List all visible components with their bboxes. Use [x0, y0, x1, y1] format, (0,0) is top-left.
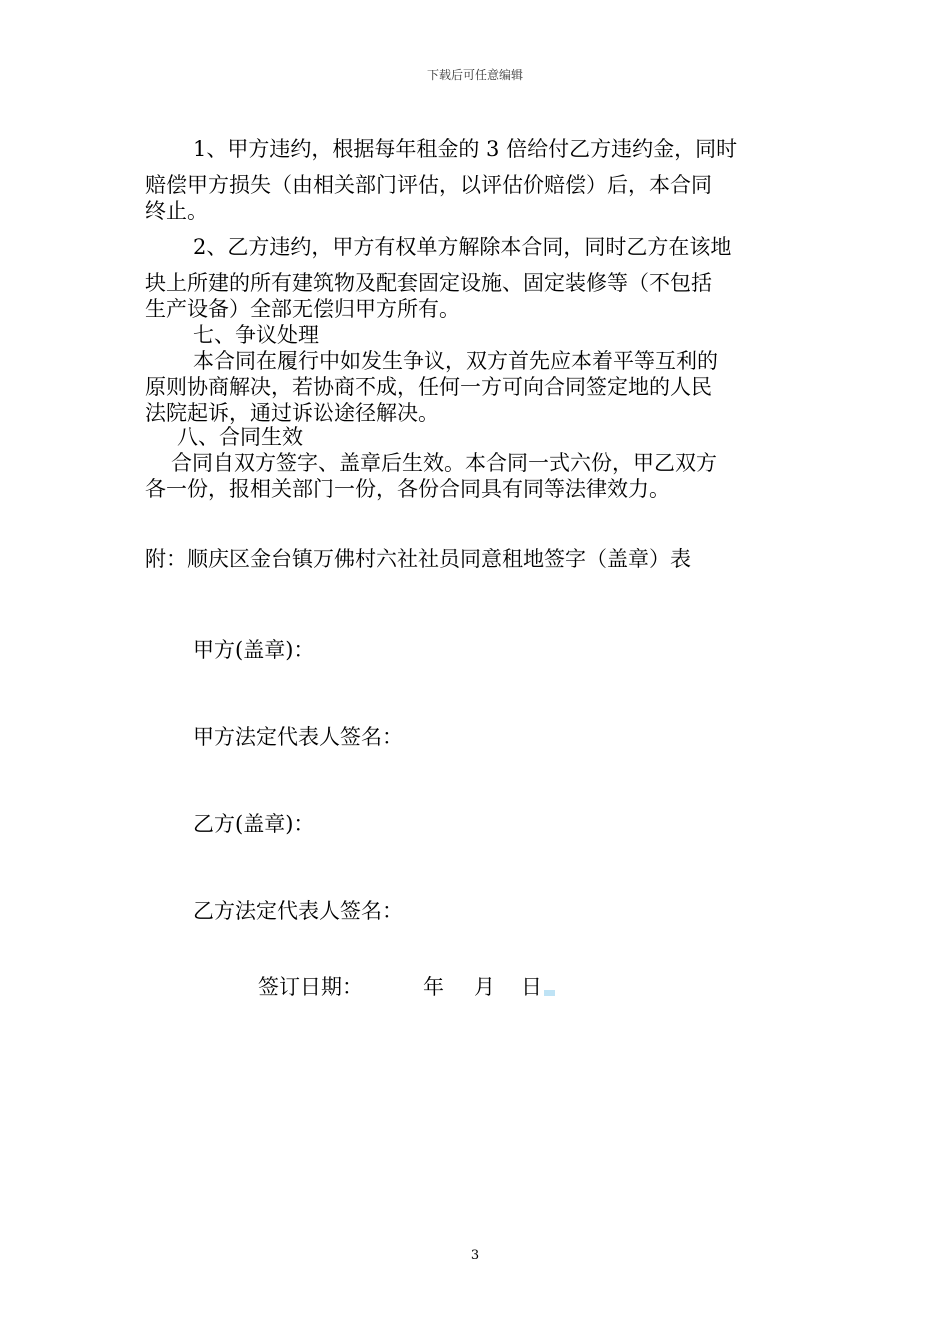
signing-date-label: 签订日期： — [258, 975, 363, 999]
attachment-line: 附：顺庆区金台镇万佛村六社社员同意租地签字（盖章）表 — [145, 547, 691, 571]
clause-2-line-3: 生产设备）全部无偿归甲方所有。 — [145, 297, 460, 321]
clause-1 — [145, 136, 805, 224]
section-7 — [145, 322, 805, 426]
section-8-line-2: 各一份，报相关部门一份，各份合同具有同等法律效力。 — [145, 477, 670, 501]
section-7-line-2: 原则协商解决，若协商不成，任何一方可向合同签定地的人民 — [145, 375, 712, 399]
date-month: 月 — [474, 975, 495, 999]
section-8-title: 八、合同生效 — [177, 425, 303, 449]
clause-1-line-3: 终止。 — [145, 199, 208, 223]
page-number: 3 — [470, 1248, 480, 1263]
section-7-line-1: 本合同在履行中如发生争议，双方首先应本着平等互利的 — [193, 349, 718, 373]
clause-1-line-2: 赔偿甲方损失（由相关部门评估，以评估价赔偿）后，本合同 — [145, 173, 712, 197]
date-year: 年 — [423, 975, 444, 999]
page-header-note: 下载后可任意编辑 — [426, 68, 523, 82]
party-a-seal-label: 甲方(盖章)： — [193, 638, 315, 662]
text-cursor-marker — [544, 990, 555, 996]
section-8-line-1: 合同自双方签字、盖章后生效。本合同一式六份，甲乙双方 — [171, 451, 717, 475]
clause-1-line-1: 1、甲方违约，根据每年租金的 3 倍给付乙方违约金，同时 — [193, 137, 738, 161]
party-b-representative-label: 乙方法定代表人签名： — [193, 899, 403, 923]
party-a-representative-label: 甲方法定代表人签名： — [193, 725, 403, 749]
clause-2-line-1: 2、乙方违约，甲方有权单方解除本合同，同时乙方在该地 — [193, 235, 732, 259]
date-day: 日 — [521, 975, 542, 999]
clause-2-line-2: 块上所建的所有建筑物及配套固定设施、固定装修等（不包括 — [145, 271, 712, 295]
section-8 — [145, 424, 805, 502]
signing-date — [258, 971, 555, 1001]
party-b-seal-label: 乙方(盖章)： — [193, 812, 315, 836]
clause-2 — [145, 234, 805, 322]
section-7-line-3: 法院起诉，通过诉讼途径解决。 — [145, 401, 439, 425]
section-7-title: 七、争议处理 — [193, 323, 319, 347]
